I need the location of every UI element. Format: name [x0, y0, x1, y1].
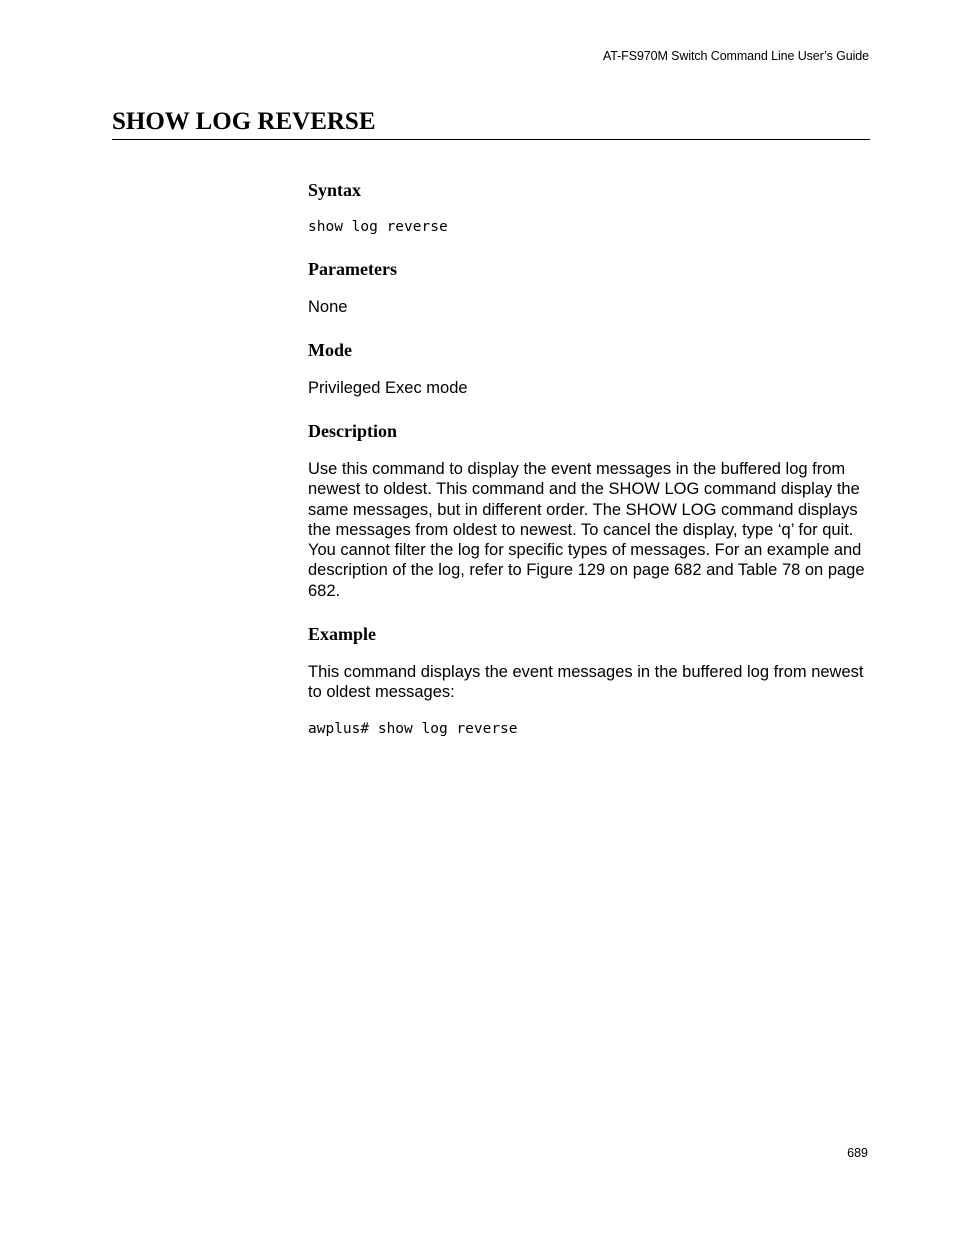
- description-text: Use this command to display the event messages in the buffered log from newest to oldest. This command and the SHOW LOG command display the same messages, but in different order. The SHOW LOG command displays the messages from oldest to newest. To cancel the display, type ‘q’ for quit. You cannot filter the log for specific types of messages. For an example and description of the log, refer to Figure 129 on page 682 and Table 78 on page 682.: [308, 460, 865, 600]
- example-code: awplus# show log reverse: [308, 721, 518, 737]
- syntax-code: show log reverse: [308, 219, 448, 235]
- mode-heading: Mode: [308, 340, 352, 360]
- mode-text: Privileged Exec mode: [308, 379, 468, 397]
- syntax-heading: Syntax: [308, 180, 362, 200]
- example-text: This command displays the event messages in the buffered log from newest to oldest messages:: [308, 663, 864, 702]
- title-divider: [112, 139, 870, 140]
- running-header: AT-FS970M Switch Command Line User’s Guide: [602, 49, 869, 63]
- page-title: SHOW LOG REVERSE: [112, 108, 376, 135]
- parameters-heading: Parameters: [308, 259, 397, 279]
- page-number: 689: [847, 1146, 868, 1160]
- description-heading: Description: [308, 421, 397, 441]
- example-heading: Example: [308, 624, 377, 644]
- parameters-text: None: [308, 298, 348, 316]
